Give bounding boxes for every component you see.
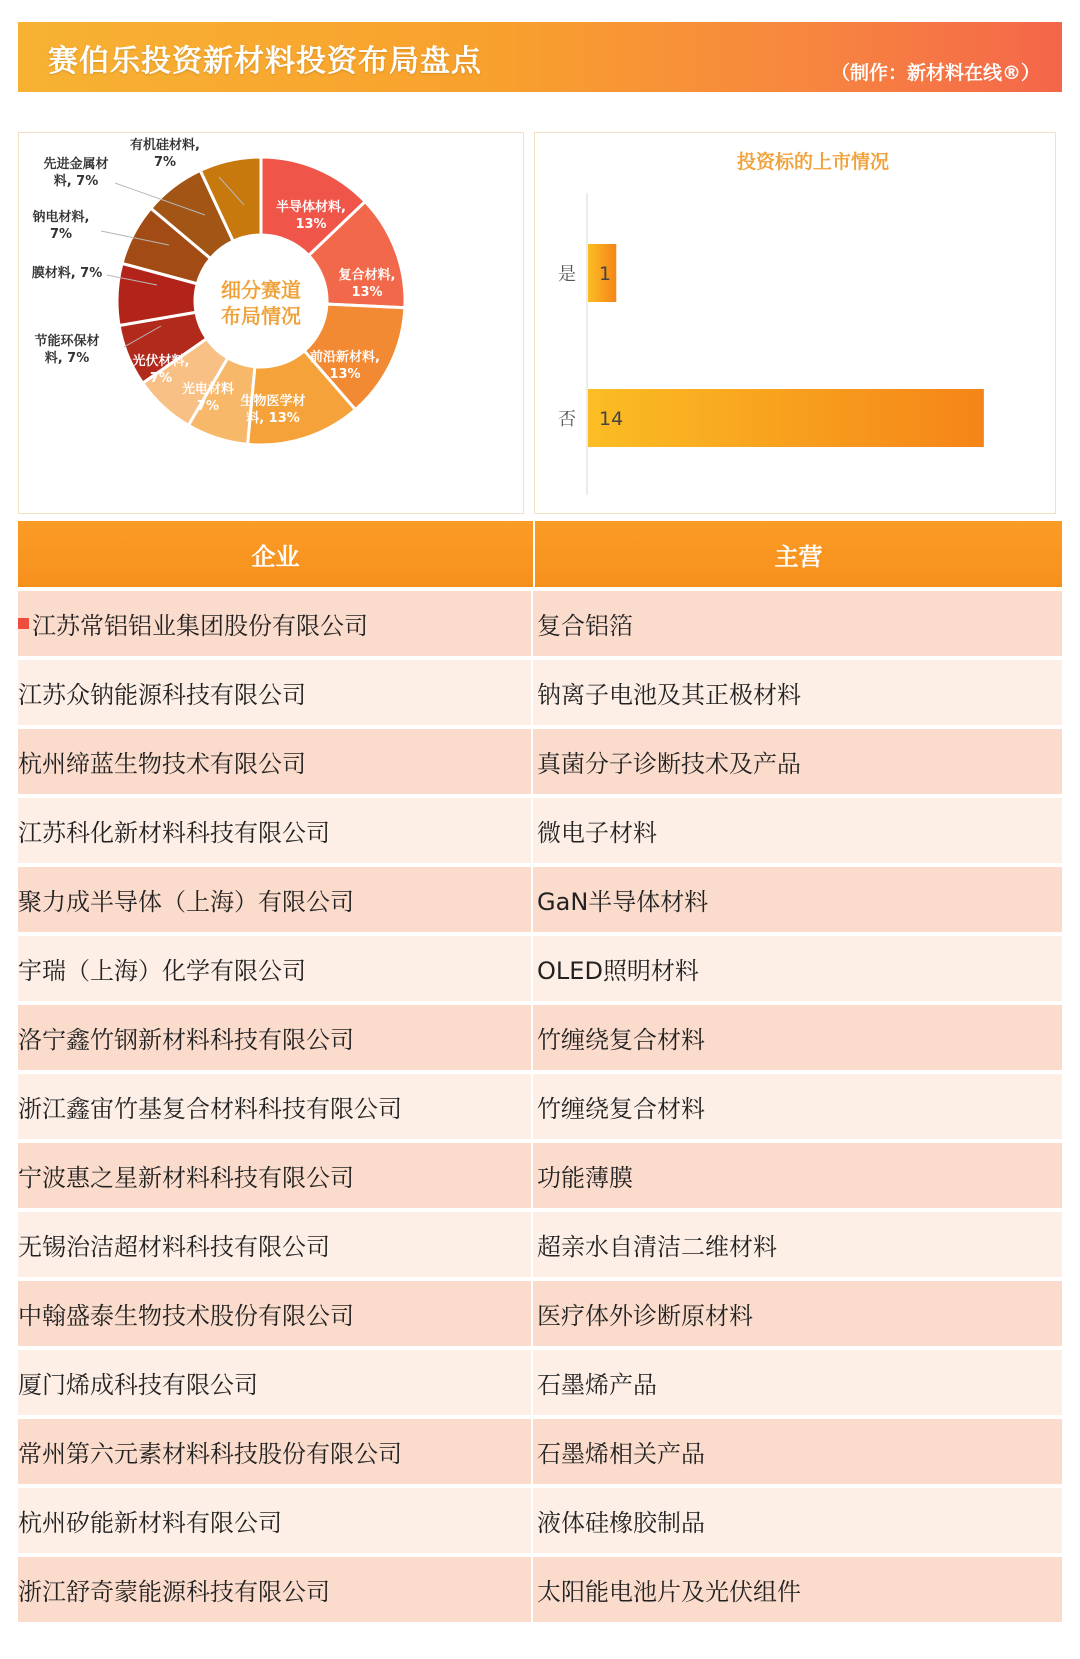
table-row: [18, 656, 1062, 725]
company-cell: [18, 1557, 533, 1622]
bar-value-label: 1: [599, 263, 612, 285]
bar-chart: [535, 133, 1055, 513]
category-label: 是: [558, 264, 576, 285]
company-cell: [18, 936, 533, 1001]
business-cell: GaN半导体材料: [537, 888, 709, 916]
table-row: [18, 1277, 1062, 1346]
business-cell: 石墨烯相关产品: [537, 1440, 706, 1468]
page-title: 赛伯乐投资新材料投资布局盘点: [48, 44, 482, 79]
slice-label: 先进金属材: [43, 157, 109, 172]
business-cell: 石墨烯产品: [537, 1371, 658, 1399]
donut-chart-panel: [18, 132, 524, 514]
slice-label: 钠电材料,: [32, 210, 90, 225]
donut-chart: [19, 133, 523, 513]
company-name: 宇瑞（上海）化学有限公司: [18, 957, 306, 985]
company-name: 江苏科化新材料科技有限公司: [18, 819, 330, 847]
company-name: 常州第六元素材料科技股份有限公司: [18, 1440, 402, 1468]
business-cell: 医疗体外诊断原材料: [537, 1302, 754, 1330]
business-cell: 液体硅橡胶制品: [537, 1509, 706, 1537]
company-cell: [18, 1005, 533, 1070]
investment-table: [18, 521, 1062, 1622]
slice-label: 光伏材料,: [132, 354, 190, 369]
company-name: 洛宁鑫竹钢新材料科技有限公司: [18, 1026, 354, 1054]
table-row: [18, 1553, 1062, 1622]
bar-chart-panel: [534, 132, 1056, 514]
company-name: 江苏常铝铝业集团股份有限公司: [32, 612, 368, 640]
slice-label: 13%: [329, 367, 361, 382]
business-cell: 太阳能电池片及光伏组件: [537, 1578, 802, 1606]
table-row: [18, 932, 1062, 1001]
slice-label: 复合材料,: [338, 268, 396, 283]
company-name: 浙江鑫宙竹基复合材料科技有限公司: [18, 1095, 402, 1123]
table-header: [18, 521, 1062, 587]
table-row: [18, 725, 1062, 794]
business-cell: 钠离子电池及其正极材料: [537, 681, 802, 709]
slice-label: 料, 7%: [44, 351, 90, 366]
business-cell: 微电子材料: [537, 819, 658, 847]
slice-label: 半导体材料,: [276, 200, 346, 215]
business-cell: 复合铝箔: [537, 612, 634, 640]
slice-label: 膜材料, 7%: [31, 266, 103, 281]
company-cell: [18, 1419, 533, 1484]
table-row: [18, 1001, 1062, 1070]
company-cell: [18, 798, 533, 863]
credit-text: （制作：新材料在线®）: [830, 62, 1040, 84]
bar-chart-title: 投资标的上市情况: [736, 151, 890, 173]
company-cell: [18, 1074, 533, 1139]
slice-label: 前沿新材料,: [310, 350, 380, 365]
table-row: [18, 1139, 1062, 1208]
table-row: [18, 863, 1062, 932]
slice-label: 7%: [196, 399, 220, 414]
bar: [588, 389, 984, 447]
slice-label: 生物医学材: [240, 394, 306, 409]
company-name: 厦门烯成科技有限公司: [18, 1371, 258, 1399]
company-name: 杭州矽能新材料有限公司: [18, 1509, 282, 1537]
business-cell: 竹缠绕复合材料: [537, 1026, 706, 1054]
company-cell: [18, 1488, 533, 1553]
slice-label: 7%: [49, 227, 73, 242]
business-cell: 超亲水自清洁二维材料: [537, 1233, 778, 1261]
slice-label: 料, 7%: [53, 174, 99, 189]
table-row: [18, 1070, 1062, 1139]
header-business: 主营: [774, 542, 823, 571]
table-row: [18, 1346, 1062, 1415]
company-cell: [18, 1281, 533, 1346]
company-cell: [18, 660, 533, 725]
table-row: [18, 587, 1062, 656]
business-cell: OLED照明材料: [537, 957, 699, 985]
slice-label: 13%: [351, 285, 383, 300]
donut-center-label: 细分赛道: [221, 278, 301, 302]
slice-label: 节能环保材: [34, 334, 100, 349]
slice-label: 料, 13%: [246, 411, 300, 426]
slice-label: 有机硅材料,: [130, 138, 200, 153]
company-name: 无锡治洁超材料科技有限公司: [18, 1233, 330, 1261]
company-name: 宁波惠之星新材料科技有限公司: [18, 1164, 354, 1192]
company-cell: [18, 591, 533, 656]
table-row: [18, 1415, 1062, 1484]
business-cell: 真菌分子诊断技术及产品: [537, 750, 802, 778]
table-row: [18, 1484, 1062, 1553]
category-label: 否: [558, 409, 576, 430]
slice-label: 光电材料: [181, 382, 235, 397]
page-header: [18, 22, 1062, 92]
business-cell: 功能薄膜: [537, 1164, 634, 1192]
company-name: 杭州缔蓝生物技术有限公司: [18, 750, 306, 778]
slice-label: 7%: [153, 155, 177, 170]
company-name: 江苏众钠能源科技有限公司: [18, 681, 306, 709]
table-body: [18, 587, 1062, 1622]
company-cell: [18, 729, 533, 794]
company-cell: [18, 1350, 533, 1415]
table-row: [18, 1208, 1062, 1277]
company-name: 中翰盛泰生物技术股份有限公司: [18, 1302, 354, 1330]
header-company: 企业: [18, 521, 535, 587]
slice-label: 13%: [295, 217, 327, 232]
slice-label: 7%: [149, 371, 173, 386]
company-name: 聚力成半导体（上海）有限公司: [18, 888, 354, 916]
company-name: 浙江舒奇蒙能源科技有限公司: [18, 1578, 330, 1606]
bullet-icon: [18, 618, 29, 629]
donut-center-label: 布局情况: [221, 304, 301, 328]
bar-value-label: 14: [599, 408, 624, 430]
business-cell: 竹缠绕复合材料: [537, 1095, 706, 1123]
company-cell: [18, 1143, 533, 1208]
company-cell: [18, 867, 533, 932]
company-cell: [18, 1212, 533, 1277]
table-row: [18, 794, 1062, 863]
